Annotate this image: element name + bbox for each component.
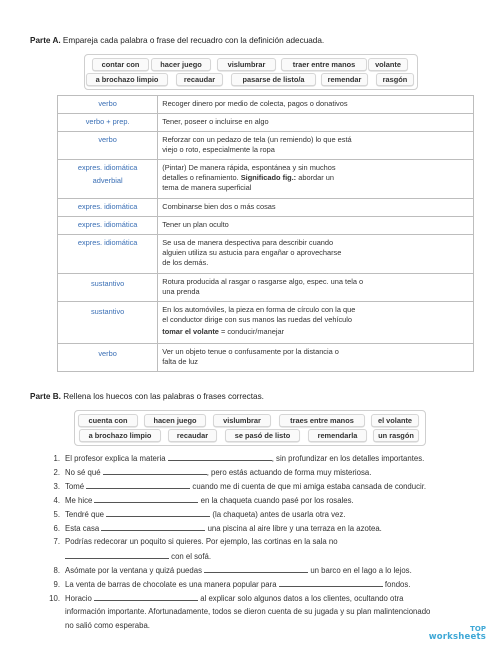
sentence-text: Tomé [65, 482, 85, 491]
category-cell: verbo [58, 132, 158, 160]
category-line: expres. idiomática [77, 163, 138, 172]
sentence-item [40, 508, 345, 520]
definition-text: = conducir/manejar [220, 327, 285, 336]
definitions-table [57, 95, 474, 372]
category-cell: verbo + prep. [58, 114, 158, 132]
category-cell: expres. idiomática [58, 235, 158, 274]
sentence-text: en la chaqueta cuando pasé por los rosales. [200, 496, 354, 505]
sentence-number: 9. [53, 580, 60, 589]
table-row [58, 96, 474, 114]
word-chip: volante [368, 58, 408, 71]
definition-bold: Significado fig.: [240, 173, 297, 182]
sentence-number: 8. [53, 566, 60, 575]
category-cell: sustantivo [58, 274, 158, 302]
sentence-number: 4. [53, 496, 60, 505]
definition-line [162, 327, 469, 337]
sentence-text: un barco en el lago a lo lejos. [310, 566, 412, 575]
word-chip: recaudar [168, 429, 217, 442]
definition-text: abordar un [298, 173, 334, 182]
sentence-number: 5. [53, 510, 60, 519]
word-chip: traes entre manos [279, 414, 365, 427]
sentence-text: El profesor explica la materia [65, 454, 166, 463]
logo-line-bottom: worksheets [428, 632, 486, 642]
definition-cell [158, 302, 474, 344]
definition-cell [158, 235, 474, 274]
definition-cell: Recoger dinero por medio de colecta, pagos o donativos [158, 96, 474, 114]
definition-line: Se usa de manera despectiva para describir cuando [162, 238, 334, 247]
sentence-text: fondos. [384, 580, 411, 589]
answer-blank[interactable] [65, 550, 169, 559]
category-cell: sustantivo [58, 302, 158, 344]
definition-cell: Combinarse bien dos o más cosas [158, 199, 474, 217]
sentence-item [40, 550, 211, 562]
definition-line: una prenda [162, 287, 200, 296]
word-chip: rasgón [376, 73, 414, 86]
definition-cell [158, 274, 474, 302]
answer-blank[interactable] [279, 578, 383, 587]
word-chip: pasarse de listo/a [231, 73, 316, 86]
word-chip: hacen juego [144, 414, 206, 427]
table-row [58, 302, 474, 344]
definition-cell: Tener un plan oculto [158, 217, 474, 235]
sentence-text: Tendré que [65, 510, 105, 519]
answer-blank[interactable] [101, 522, 205, 531]
sentence-number: 3. [53, 482, 60, 491]
table-row [58, 160, 474, 199]
definition-cell [158, 132, 474, 160]
sentence-continuation: no salió como esperaba. [65, 621, 150, 630]
sentence-item [40, 578, 410, 590]
word-chip: a brochazo limpio [79, 429, 161, 442]
table-row [58, 132, 474, 160]
answer-blank[interactable] [86, 480, 190, 489]
sentence-text: al explicar solo algunos datos a los clientes, ocultando otra [200, 594, 404, 603]
word-chip: traer entre manos [281, 58, 367, 71]
sentence-number: 6. [53, 524, 60, 533]
word-chip: contar con [92, 58, 149, 71]
definition-bold: tomar el volante [162, 327, 219, 336]
table-row [58, 199, 474, 217]
sentence-number: 2. [53, 468, 60, 477]
sentence-number: 1. [53, 454, 60, 463]
category-cell: expres. idiomática [58, 217, 158, 235]
sentence-continuation: información importante. Afortunadamente, todos se dieron cuenta de su jugada y su plan malintencionado [65, 607, 431, 616]
definition-line: de los demás. [162, 258, 209, 267]
sentence-text: La venta de barras de chocolate es una manera popular para [65, 580, 277, 589]
category-cell: verbo [58, 96, 158, 114]
part-b-label: Parte B. [30, 392, 61, 401]
word-chip: recaudar [176, 73, 223, 86]
definition-line: Ver un objeto tenue o confusamente por la distancia o [162, 347, 339, 356]
part-a-label: Parte A. [30, 36, 61, 45]
answer-blank[interactable] [168, 452, 272, 461]
logo-line-top: TOP [470, 625, 486, 633]
definition-line: En los automóviles, la pieza en forma de círculo con la que [162, 305, 356, 314]
answer-blank[interactable] [94, 592, 198, 601]
sentence-text: No sé qué [65, 468, 101, 477]
category-line: adverbial [92, 176, 123, 185]
definition-line: falta de luz [162, 357, 198, 366]
sentence-item [40, 522, 382, 534]
sentence-text: (la chaqueta) antes de usarla otra vez. [212, 510, 346, 519]
part-a-heading [30, 36, 324, 45]
sentence-text: cuando me di cuenta de que mi amiga estaba cansada de conducir. [192, 482, 427, 491]
word-chip: a brochazo limpio [86, 73, 168, 86]
table-row [58, 344, 474, 372]
definition-text: detalles o refinamiento. [162, 173, 239, 182]
sentence-item [40, 592, 404, 604]
definition-line: Rotura producida al rasgar o rasgarse algo, espec. una tela o [162, 277, 364, 286]
sentence-text: , sin profundizar en los detalles importantes. [271, 454, 425, 463]
word-chip: hacer juego [151, 58, 211, 71]
sentence-item [40, 452, 424, 464]
table-row [58, 114, 474, 132]
sentence-text: una piscina al aire libre y una terraza en la azotea. [207, 524, 382, 533]
sentence-text: Esta casa [65, 524, 100, 533]
sentence-item [40, 564, 412, 576]
word-chip: vislumbrar [217, 58, 276, 71]
word-chip: el volante [371, 414, 419, 427]
word-chip: remendarla [308, 429, 367, 442]
table-row [58, 217, 474, 235]
definition-line: viejo o roto, especialmente la ropa [162, 145, 275, 154]
category-cell: verbo [58, 344, 158, 372]
word-chip: remendar [321, 73, 368, 86]
word-chip: un rasgón [373, 429, 419, 442]
sentence-item [40, 494, 354, 506]
definition-cell: Tener, poseer o incluirse en algo [158, 114, 474, 132]
answer-blank[interactable] [106, 508, 210, 517]
table-row [58, 235, 474, 274]
definition-line: Reforzar con un pedazo de tela (un remiendo) lo que está [162, 135, 352, 144]
definition-line: alguien utiliza su astucia para engañar o aprovecharse [162, 248, 342, 257]
sentence-number: 10. [49, 594, 60, 603]
category-cell [58, 160, 158, 199]
category-cell: expres. idiomática [58, 199, 158, 217]
sentence-text: Podrías redecorar un poquito si quieres. Por ejemplo, las cortinas en la sala no [65, 537, 338, 546]
sentence-item [40, 466, 371, 478]
topworksheets-logo [429, 625, 486, 641]
answer-blank[interactable] [94, 494, 198, 503]
definition-line [162, 173, 469, 183]
sentence-text: Asómate por la ventana y quizá puedas [65, 566, 202, 575]
sentence-item [40, 536, 338, 547]
part-b-heading [30, 392, 264, 401]
answer-blank[interactable] [204, 564, 308, 573]
sentence-text: Me hice [65, 496, 93, 505]
sentence-text: con el sofá. [171, 552, 212, 561]
answer-blank[interactable] [103, 466, 207, 475]
sentence-item [40, 480, 426, 492]
part-b-instruction: Rellena los huecos con las palabras o frases correctas. [63, 392, 264, 401]
definition-cell [158, 160, 474, 199]
word-chip: cuenta con [78, 414, 138, 427]
definition-cell [158, 344, 474, 372]
word-chip: vislumbrar [213, 414, 271, 427]
definition-line: el conductor dirige con sus manos las ruedas del vehículo [162, 315, 353, 324]
sentence-number: 7. [53, 537, 60, 546]
definition-line: (Pintar) De manera rápida, espontánea y sin muchos [162, 163, 336, 172]
word-chip: se pasó de listo [225, 429, 300, 442]
sentence-text: , pero estás actuando de forma muy misteriosa. [206, 468, 372, 477]
table-row [58, 274, 474, 302]
part-a-instruction: Empareja cada palabra o frase del recuadro con la definición adecuada. [62, 36, 325, 45]
sentence-text: Horacio [65, 594, 92, 603]
definition-line: tema de manera superficial [162, 183, 252, 192]
